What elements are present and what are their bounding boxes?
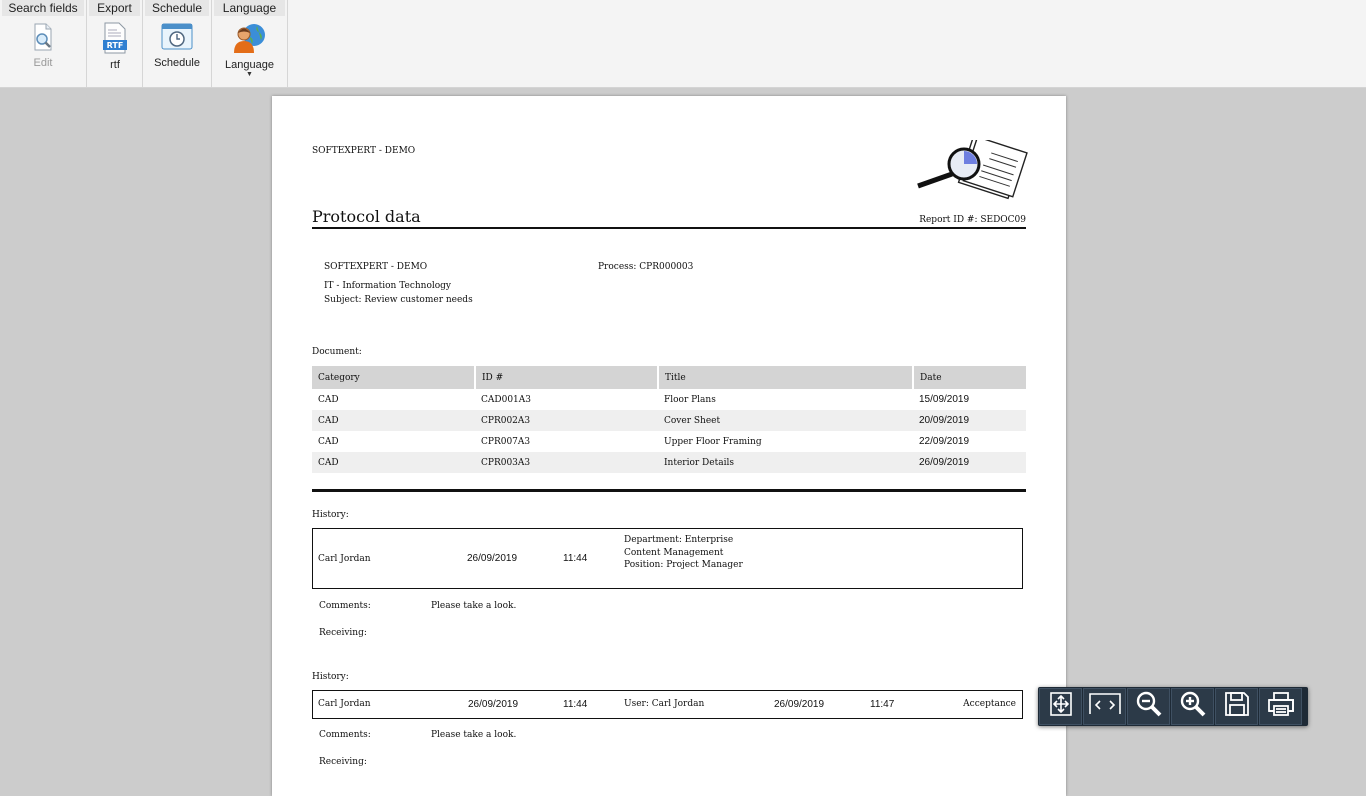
group-language: [212, 0, 288, 87]
export-rtf-button[interactable]: [101, 22, 129, 71]
language-button[interactable]: [212, 22, 287, 79]
rtf-file-icon: [102, 41, 128, 57]
history-date: 26/09/2019: [468, 699, 519, 710]
history-department-line2: Content Management: [624, 548, 724, 558]
print-button[interactable]: [1259, 688, 1302, 725]
language-globe-icon: [233, 45, 267, 57]
fit-width-button[interactable]: [1083, 688, 1126, 725]
cell-date: 20/09/2019: [913, 410, 1026, 431]
table-row: [312, 410, 1026, 431]
cell-category: CAD: [318, 436, 339, 447]
history-action: Acceptance: [963, 699, 1016, 709]
fit-page-icon: [1049, 691, 1073, 722]
cell-date: 22/09/2019: [919, 436, 970, 447]
report-id: Report ID #: SEDOC09: [919, 215, 1026, 225]
page-title: Protocol data: [312, 207, 421, 226]
language-label: Language: [225, 59, 274, 71]
group-search-fields: [0, 0, 87, 87]
cell-id: CPR002A3: [475, 410, 658, 431]
cell-category: CAD: [312, 452, 475, 473]
info-subject: Subject: Review customer needs: [324, 295, 473, 305]
history-position: Position: Project Manager: [624, 560, 743, 570]
cell-id: CPR007A3: [481, 436, 531, 447]
schedule-clock-icon: [161, 43, 193, 55]
report-page: [272, 96, 1066, 796]
zoom-in-button[interactable]: [1171, 688, 1214, 725]
history-label: History:: [312, 510, 349, 520]
receiving-label: Receiving:: [319, 628, 367, 638]
table-row: [312, 431, 1026, 452]
comments-text: Please take a look.: [431, 730, 517, 740]
rtf-label: rtf: [110, 59, 120, 71]
section-divider: [312, 489, 1026, 492]
history-user: Carl Jordan: [318, 699, 371, 709]
cell-date: 15/09/2019: [919, 394, 970, 405]
fit-width-icon: [1088, 692, 1122, 721]
comments-label: Comments:: [319, 601, 371, 611]
table-row: [312, 389, 1026, 410]
chevron-down-icon: ▼: [246, 71, 253, 78]
cell-id: CPR003A3: [475, 452, 658, 473]
history-time2: 11:47: [870, 699, 895, 710]
history-user: Carl Jordan: [318, 554, 371, 564]
zoom-out-icon: [1135, 690, 1163, 723]
fit-page-button[interactable]: [1039, 688, 1082, 725]
edit-search-icon: [32, 43, 54, 55]
group-title: Schedule: [145, 0, 209, 16]
cell-id: CAD001A3: [481, 394, 532, 405]
history-label: History:: [312, 672, 349, 682]
receiving-label: Receiving:: [319, 757, 367, 767]
history-time: 11:44: [563, 553, 588, 564]
documents-table: [312, 366, 1026, 473]
schedule-label: Schedule: [154, 57, 200, 69]
svg-text:RTF: RTF: [106, 41, 124, 50]
group-export: [87, 0, 143, 87]
history-entry: [312, 690, 1023, 719]
cell-category: CAD: [312, 410, 475, 431]
ribbon-toolbar: [0, 0, 1366, 88]
table-row: [312, 452, 1026, 473]
group-schedule: [143, 0, 212, 87]
comments-text: Please take a look.: [431, 601, 517, 611]
history-department: Department: Enterprise: [624, 535, 734, 545]
comments-label: Comments:: [319, 730, 371, 740]
cell-title: Floor Plans: [664, 394, 716, 405]
history-user2: User: Carl Jordan: [624, 699, 705, 709]
history-date: 26/09/2019: [467, 553, 518, 564]
cell-title: Interior Details: [658, 452, 913, 473]
title-divider: [312, 227, 1026, 229]
report-magnifier-icon: [912, 140, 1028, 210]
group-title: Language: [214, 0, 285, 16]
group-title: Export: [89, 0, 140, 16]
column-header-date: Date: [913, 366, 1026, 389]
info-company: SOFTEXPERT - DEMO: [324, 262, 428, 272]
cell-category: CAD: [318, 394, 339, 405]
viewer-toolbar: [1038, 687, 1308, 726]
column-header-id: ID #: [475, 366, 658, 389]
history-time: 11:44: [563, 699, 588, 710]
zoom-out-button[interactable]: [1127, 688, 1170, 725]
header-company: SOFTEXPERT - DEMO: [312, 146, 416, 156]
schedule-button[interactable]: [143, 22, 211, 69]
cell-title: Cover Sheet: [658, 410, 913, 431]
save-button[interactable]: [1215, 688, 1258, 725]
history-date2: 26/09/2019: [774, 699, 825, 710]
documents-label: Document:: [312, 347, 362, 357]
column-header-category: Category: [312, 366, 475, 389]
zoom-in-icon: [1179, 690, 1207, 723]
print-icon: [1267, 691, 1295, 722]
info-process: Process: CPR000003: [598, 262, 694, 272]
column-header-title: Title: [658, 366, 913, 389]
cell-date: 26/09/2019: [913, 452, 1026, 473]
edit-label: Edit: [33, 57, 53, 69]
cell-title: Upper Floor Framing: [664, 436, 762, 447]
edit-button[interactable]: [28, 22, 58, 69]
info-department: IT - Information Technology: [324, 281, 452, 291]
save-icon: [1224, 691, 1250, 722]
group-title: Search fields: [2, 0, 84, 16]
history-entry: [312, 528, 1023, 589]
